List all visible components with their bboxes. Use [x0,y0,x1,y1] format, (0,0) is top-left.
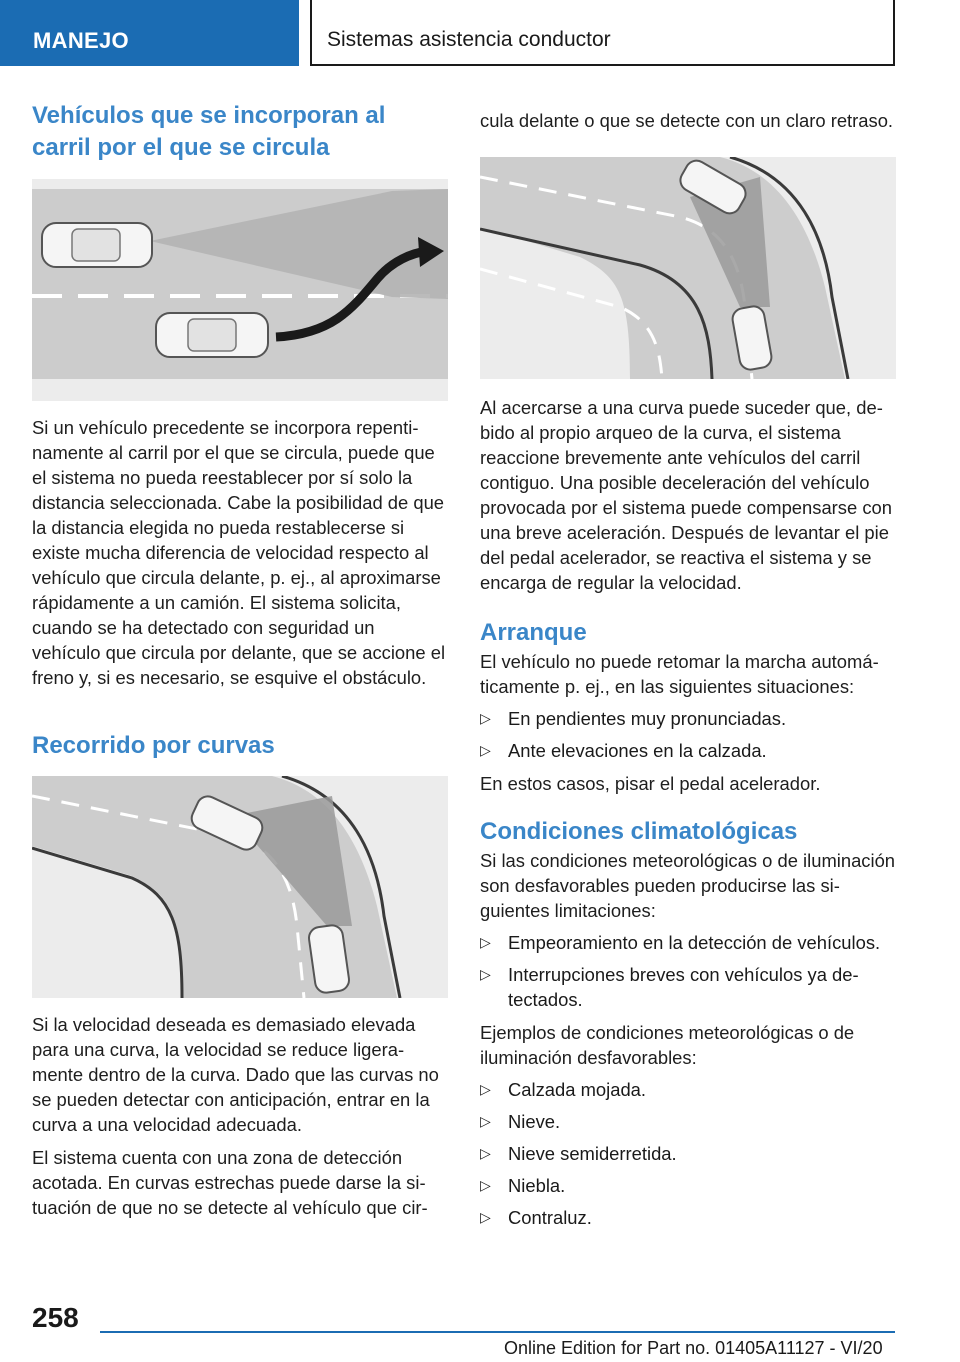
paragraph-detection-zone: El sistema cuenta con una zona de detección acotada. En curvas estrechas puede darse la situación de que no se detecte al vehículo que cir- [32,1147,428,1218]
list-item: ▷ Calzada mojada. [480,1079,647,1100]
heading-arranque: Arranque [480,619,587,646]
triangle-bullet-icon: ▷ [480,966,491,982]
figure-curve [32,776,448,998]
figure-curve-adjacent-lane [480,157,896,379]
triangle-bullet-icon: ▷ [480,742,491,758]
paragraph-pedal: En estos casos, pisar el pedal acelerador. [480,773,821,794]
paragraph-weather: Si las condiciones meteorológicas o de iluminación son desfavorables pueden producirse las siguientes limitaciones: [480,850,896,921]
triangle-bullet-icon: ▷ [480,1081,491,1097]
paragraph-examples: Ejemplos de condiciones meteorológicas o de iluminación desfavorables: [480,1022,855,1068]
page-number: 258 [32,1302,79,1333]
lead-car-icon [42,223,152,267]
figure-vehicle-cut-in [32,179,448,401]
paragraph-curve-speed: Si la velocidad deseada es demasiado elevada para una curva, la velocidad se reduce ligeramente dentro de la curva. Dado que las curvas no se pueden detectar con anticipación, entrar en la curva a una velocidad adecuada. [32,1014,439,1135]
triangle-bullet-icon: ▷ [480,934,491,950]
list-item: ▷ Empeoramiento en la detección de vehículos. [480,932,881,953]
triangle-bullet-icon: ▷ [480,1145,491,1161]
paragraph-arranque: El vehículo no puede retomar la marcha automáticamente p. ej., en las siguientes situaciones: [480,651,879,697]
right-column [480,108,896,1230]
merging-car-icon [156,313,268,357]
paragraph-continued: cula delante o que se detecte con un claro retraso. [480,110,894,131]
section-tab [0,0,299,66]
list-item: ▷ En pendientes muy pronunciadas. [480,708,787,729]
list-item: ▷ Nieve semiderretida. [480,1143,677,1164]
heading-weather: Condiciones climatológicas [480,818,798,845]
list-arranque [480,706,896,763]
section-title: MANEJO [33,28,129,53]
edition-note: Online Edition for Part no. 01405A11127 - VI/20 [504,1338,883,1358]
footer-divider [100,1331,895,1333]
heading-curves: Recorrido por curvas [32,732,275,759]
paragraph-cut-in: Si un vehículo precedente se incorpora repentinamente al carril por el que se circula, puede que el sistema no pueda reestablecer por sí solo la distancia seleccionada. Cabe la posibilidad de que la distancia elegida no pueda restablecerse si existe mucha diferencia de velocidad respecto al vehículo que circula delante, p. ej., al aproximarse rápidamente a un camión. El sistema solicita, cuando se ha detectado con seguridad un vehículo que circula por delante, que se accione el freno y, si es necesario, se esquive el obstáculo. [32,417,446,688]
list-item: ▷ Contraluz. [480,1207,592,1228]
paragraph-adjacent-lane: Al acercarse a una curva puede suceder que, debido al propio arqueo de la curva, el sistema reaccione brevemente ante vehículos del carril contiguo. Una posible deceleración del vehículo provocada por el sistema puede compensarse con una breve aceleración. Después de levantar el pie del pedal acelerador, se reactiva el sistema y se encarga de regular la velocidad. [480,397,892,593]
list-item: ▷ Niebla. [480,1175,566,1196]
triangle-bullet-icon: ▷ [480,1113,491,1129]
chapter-title: Sistemas asistencia conductor [327,28,611,51]
triangle-bullet-icon: ▷ [480,1209,491,1225]
list-limitations [480,930,896,1012]
left-column [32,100,448,1220]
list-examples [480,1077,896,1230]
heading-vehicles-merging: Vehículos que se incorporan al carril por el que se circula [32,102,386,161]
triangle-bullet-icon: ▷ [480,710,491,726]
chapter-header [310,0,895,66]
list-item: ▷ Nieve. [480,1111,561,1132]
list-item: ▷ Interrupciones breves con vehículos ya detectados. [480,964,859,1010]
triangle-bullet-icon: ▷ [480,1177,491,1193]
list-item: ▷ Ante elevaciones en la calzada. [480,740,767,761]
